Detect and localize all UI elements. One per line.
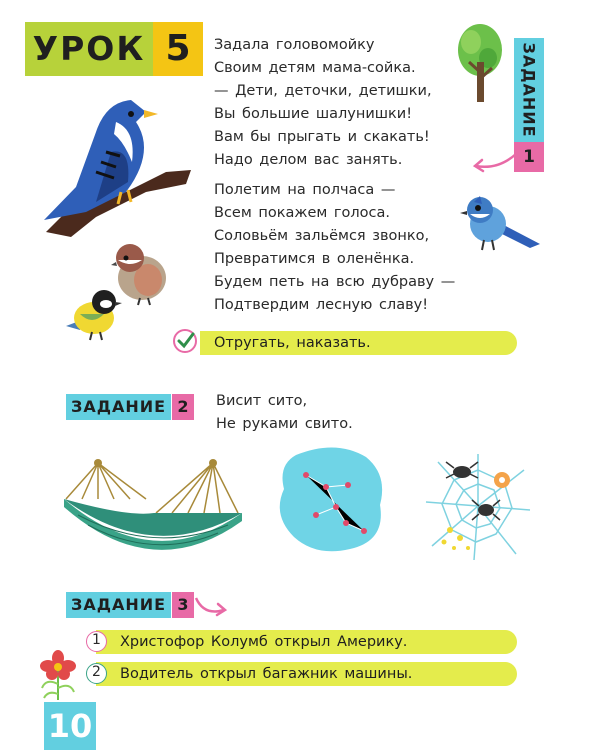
flower-icon [36, 648, 80, 700]
hammock-illustration[interactable] [58, 455, 248, 555]
task-3-item-number: 2 [86, 663, 107, 684]
task-2-riddle [216, 390, 353, 436]
poem-line: Вам бы прыгать и скакать! [214, 129, 430, 145]
poem-line: Всем покажем голоса. [214, 205, 391, 221]
tit-bird-illustration [62, 286, 128, 342]
poem-line: Надо делом вас занять. [214, 152, 403, 168]
task-1-word: ЗАДАНИЕ [519, 42, 539, 138]
task-3-item-2 [96, 662, 517, 686]
poem-line: Соловьём зальёмся звонко, [214, 228, 430, 244]
tree-illustration [455, 22, 505, 104]
lesson-title: УРОК [25, 22, 153, 76]
constellation-illustration[interactable] [276, 445, 388, 553]
poem-line: — Дети, деточки, детишки, [214, 83, 432, 99]
task-2-number: 2 [172, 394, 194, 420]
task-3-number: 3 [172, 592, 194, 618]
task-1-answer-text: Отругать, наказать. [214, 335, 371, 351]
poem-line: Подтвердим лесную славу! [214, 297, 429, 313]
riddle-line: Не руками свито. [216, 416, 353, 432]
task-3-item-1 [96, 630, 517, 654]
arrow-icon [194, 594, 228, 622]
poem-line: Будем петь на всю дубраву — [214, 274, 456, 290]
spider-web-illustration[interactable] [424, 450, 532, 562]
task-3-item-number: 1 [86, 631, 107, 652]
checkmark-icon [172, 328, 198, 354]
poem-line: Задала головомойку [214, 37, 375, 53]
lesson-number: 5 [153, 22, 203, 76]
small-jay-illustration [458, 192, 542, 256]
poem-line: Вы большие шалунишки! [214, 106, 413, 122]
task-1-label [514, 38, 544, 172]
task-3-item-text: Водитель открыл багажник машины. [120, 666, 413, 682]
task-1-number: 1 [514, 142, 544, 172]
poem-line: Превратимся в оленёнка. [214, 251, 415, 267]
task-1-answer [200, 331, 517, 355]
poem-stanza-2 [214, 179, 455, 317]
task-2-word: ЗАДАНИЕ [66, 394, 171, 420]
arrow-icon [470, 148, 518, 178]
poem-stanza-1 [214, 34, 432, 172]
task-3-word: ЗАДАНИЕ [66, 592, 171, 618]
page-number: 10 [44, 702, 96, 750]
poem-line: Полетим на полчаса — [214, 182, 396, 198]
blue-jay-illustration [36, 92, 206, 242]
task-3-item-text: Христофор Колумб открыл Америку. [120, 634, 408, 650]
lesson-header [25, 22, 203, 76]
poem-line: Своим детям мама-сойка. [214, 60, 416, 76]
riddle-line: Висит сито, [216, 393, 308, 409]
